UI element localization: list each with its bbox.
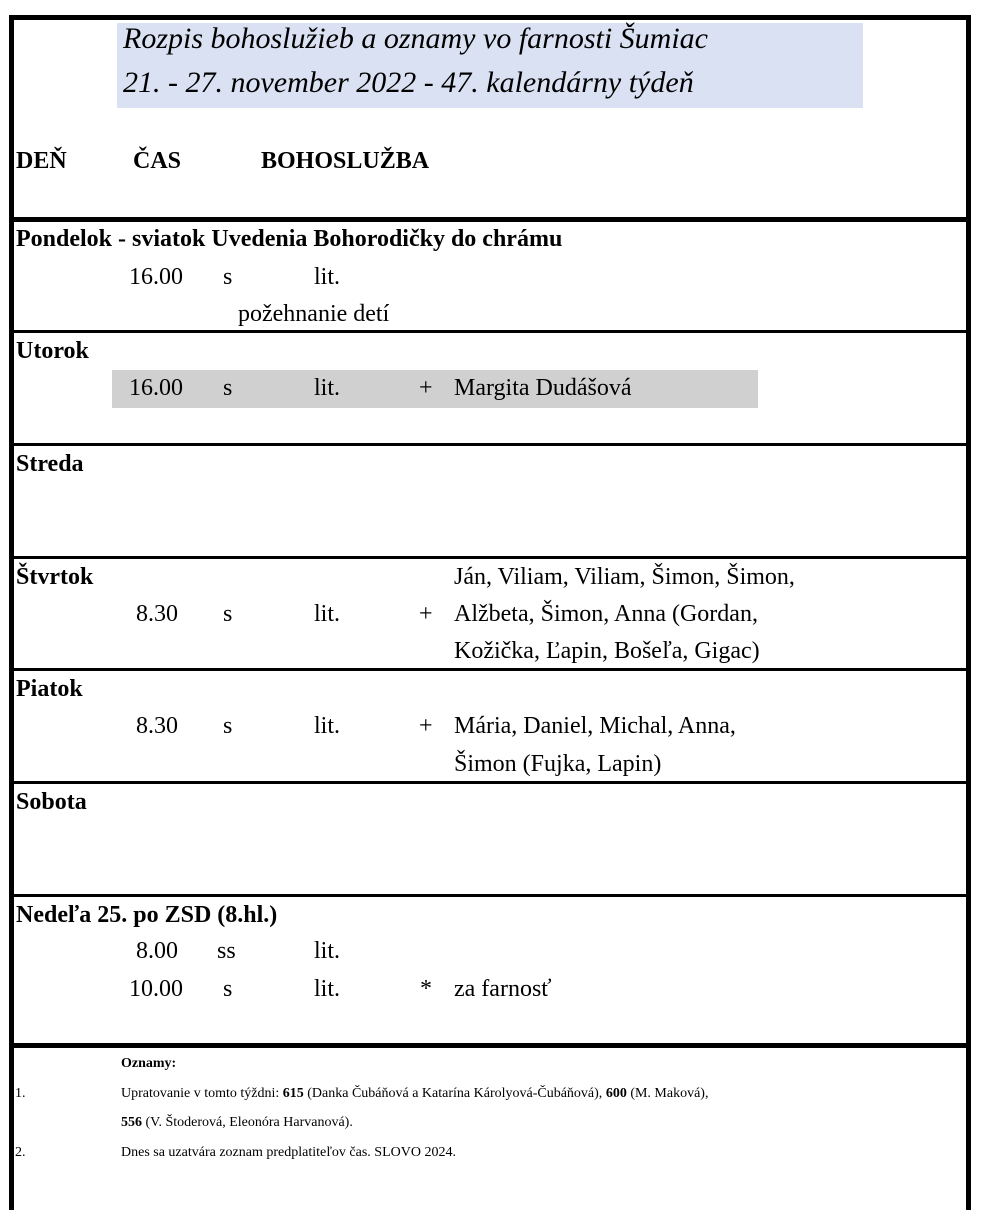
sun-service2-type: s <box>223 976 233 1002</box>
thu-mark: + <box>419 601 433 627</box>
fri-intention-line2: Šimon (Fujka, Lapin) <box>454 751 662 777</box>
sun-service2-lit: lit. <box>314 976 341 1002</box>
fri-intention-line1: Mária, Daniel, Michal, Anna, <box>454 713 736 739</box>
sun-service1-time: 8.00 <box>136 938 178 964</box>
announcement-2-text: Dnes sa uzatvára zoznam predplatiteľov čas. SLOVO 2024. <box>121 1145 456 1160</box>
announcement-2-number: 2. <box>15 1145 26 1160</box>
divider-header <box>14 217 966 222</box>
mon-type: s <box>223 264 233 290</box>
announcement-1-line1 <box>121 1086 708 1102</box>
mon-time: 16.00 <box>129 264 183 290</box>
day-saturday: Sobota <box>16 789 87 815</box>
thu-intention-line3: Kožička, Ľapin, Bošeľa, Gigac) <box>454 638 760 664</box>
announcement-1-number-600: 600 <box>605 1086 627 1101</box>
announcement-1-number: 1. <box>15 1086 26 1101</box>
fri-type: s <box>223 713 233 739</box>
thu-type: s <box>223 601 233 627</box>
sun-service1-lit: lit. <box>314 938 341 964</box>
tue-lit: lit. <box>314 375 341 401</box>
title-line2: 21. - 27. november 2022 - 47. kalendárny týdeň <box>123 66 694 99</box>
mon-lit: lit. <box>314 264 341 290</box>
sun-service2-time: 10.00 <box>129 976 183 1002</box>
fri-time: 8.30 <box>136 713 178 739</box>
announcement-1-text3: (V. Štoderová, Eleonóra Harvanová). <box>142 1115 353 1130</box>
divider-sat <box>14 894 966 897</box>
announcement-1-prefix: Upratovanie v tomto týždni: <box>121 1086 283 1101</box>
tue-mark: + <box>419 375 433 401</box>
divider-wed <box>14 556 966 559</box>
header-day: DEŇ <box>16 148 67 174</box>
mon-note: požehnanie detí <box>238 301 390 327</box>
tue-highlight <box>112 370 758 408</box>
title-line1: Rozpis bohoslužieb a oznamy vo farnosti Šumiac <box>123 22 708 55</box>
sun-service1-type: ss <box>217 938 236 964</box>
thu-time: 8.30 <box>136 601 178 627</box>
thu-lit: lit. <box>314 601 341 627</box>
announcement-1-text1: (Danka Čubáňová a Katarína Károlyová-Čubáňová), <box>303 1086 606 1101</box>
day-wednesday: Streda <box>16 451 84 477</box>
sun-service2-mark: * <box>420 976 432 1002</box>
announcements-heading: Oznamy: <box>121 1056 177 1071</box>
divider-tue <box>14 443 966 446</box>
fri-mark: + <box>419 713 433 739</box>
announcement-1-number-615: 615 <box>282 1086 304 1101</box>
day-monday: Pondelok - sviatok Uvedenia Bohorodičky do chrámu <box>16 226 563 252</box>
thu-intention-line1: Ján, Viliam, Viliam, Šimon, Šimon, <box>454 564 795 590</box>
header-service: BOHOSLUŽBA <box>261 148 430 174</box>
sun-service2-intention: za farnosť <box>454 976 552 1002</box>
day-sunday: Nedeľa 25. po ZSD (8.hl.) <box>16 902 278 928</box>
day-thursday: Štvrtok <box>16 564 94 590</box>
schedule-sheet <box>9 15 971 1210</box>
tue-intention: Margita Dudášová <box>454 375 632 401</box>
divider-mon <box>14 330 966 333</box>
tue-type: s <box>223 375 233 401</box>
day-friday: Piatok <box>16 676 83 702</box>
day-tuesday: Utorok <box>16 338 89 364</box>
divider-thu <box>14 668 966 671</box>
header-time: ČAS <box>133 148 182 174</box>
thu-intention-line2: Alžbeta, Šimon, Anna (Gordan, <box>454 601 758 627</box>
announcement-1-number-556: 556 <box>121 1115 142 1130</box>
announcement-1-text2: (M. Maková), <box>626 1086 709 1101</box>
announcement-1-line2 <box>121 1115 353 1131</box>
divider-fri <box>14 781 966 784</box>
divider-sun <box>14 1043 966 1048</box>
fri-lit: lit. <box>314 713 341 739</box>
tue-time: 16.00 <box>129 375 183 401</box>
